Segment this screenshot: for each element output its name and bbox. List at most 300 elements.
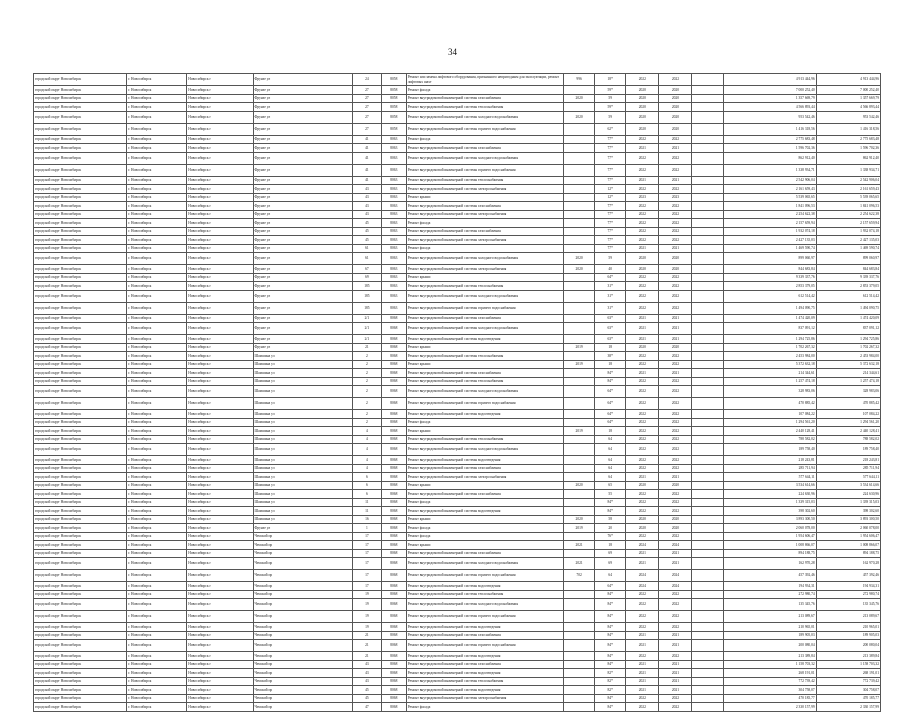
- table-cell-start-year: 2021: [626, 144, 659, 153]
- table-cell-plan-year: [692, 185, 723, 194]
- table-cell-cost-total: 1 294 561,20: [816, 418, 880, 427]
- capital-repair-table: [33, 73, 881, 712]
- table-cell-plan-year: [692, 611, 723, 623]
- table-cell-house: 69: [352, 273, 381, 282]
- table-cell-norm-year: [564, 273, 595, 282]
- table-cell-norm-year: 996: [564, 74, 595, 86]
- table-cell-street: Чемской пр: [253, 677, 352, 686]
- table-cell-work: Ремонт крыши: [406, 481, 563, 490]
- table-cell-street: Фрунзе ул: [253, 314, 352, 323]
- table-cell-cost-per-unit: 63*: [595, 314, 626, 323]
- table-cell-street: Фрунзе ул: [253, 335, 352, 344]
- table-cell-norm-year: [564, 135, 595, 144]
- table-cell-end-year: 2022: [659, 352, 692, 361]
- table-cell-house: 11: [352, 507, 381, 516]
- table-cell-district: городской округ Новосибирск: [34, 427, 127, 436]
- table-cell-district: городской округ Новосибирск: [34, 314, 127, 323]
- table-row: [34, 282, 881, 291]
- table-cell-cost: 1 841 096,53: [723, 202, 816, 211]
- table-cell-house: 27: [352, 103, 381, 112]
- table-cell-cost-total: 2 853 379,05: [816, 282, 880, 291]
- table-cell-house: 17: [352, 582, 381, 591]
- table-cell-cost-per-unit: 77*: [595, 236, 626, 245]
- table-cell-city: г. Новосибирск: [127, 640, 187, 652]
- table-cell-city: г. Новосибирск: [127, 343, 187, 352]
- table-row: [34, 652, 881, 661]
- table-cell-end-year: 2022: [659, 290, 692, 302]
- table-cell-object-id: 8063: [381, 219, 406, 228]
- table-cell-house: 41: [352, 176, 381, 185]
- table-cell-district: городской округ Новосибирск: [34, 352, 127, 361]
- table-cell-district: городской округ Новосибирск: [34, 398, 127, 410]
- table-cell-plan-year: [692, 582, 723, 591]
- table-cell-locality: Новосибирск г: [187, 410, 253, 419]
- table-cell-norm-year: [564, 599, 595, 611]
- table-cell-district: городской округ Новосибирск: [34, 660, 127, 669]
- table-cell-cost-per-unit: 82*: [595, 677, 626, 686]
- table-cell-object-id: 8063: [381, 253, 406, 265]
- table-cell-end-year: 2022: [659, 273, 692, 282]
- table-row: [34, 490, 881, 499]
- table-cell-house: 43: [352, 669, 381, 678]
- table-cell-cost-per-unit: 82*: [595, 669, 626, 678]
- table-cell-start-year: 2022: [626, 386, 659, 398]
- table-cell-start-year: 2022: [626, 202, 659, 211]
- table-cell-plan-year: [692, 152, 723, 164]
- table-cell-house: 17: [352, 549, 381, 558]
- table-cell-object-id: 8068: [381, 611, 406, 623]
- table-cell-start-year: 2020: [626, 86, 659, 95]
- table-cell-end-year: 2024: [659, 541, 692, 550]
- table-cell-cost-per-unit: 64: [595, 435, 626, 444]
- table-cell-start-year: 2021: [626, 549, 659, 558]
- table-cell-plan-year: [692, 549, 723, 558]
- table-cell-locality: Новосибирск г: [187, 515, 253, 524]
- table-cell-cost-total: 2 542 906,04: [816, 176, 880, 185]
- table-row: [34, 541, 881, 550]
- table-cell-norm-year: 2020: [564, 265, 595, 274]
- table-cell-object-id: 8068: [381, 386, 406, 398]
- table-cell-work: Ремонт фасада: [406, 418, 563, 427]
- table-cell-house: 21: [352, 343, 381, 352]
- table-cell-work: Ремонт внутридомовой инженерной системы горячего водоснабжения: [406, 164, 563, 176]
- table-cell-work: Ремонт или замена лифтового оборудования, признанного непригодным для эксплуатации, ремонт лифтовых шахт: [406, 74, 563, 86]
- table-cell-city: г. Новосибирск: [127, 164, 187, 176]
- table-cell-cost-total: 5 539 065,65: [816, 193, 880, 202]
- table-cell-plan-year: [692, 532, 723, 541]
- table-cell-house: 45: [352, 694, 381, 703]
- table-cell-cost-total: 285 711,94: [816, 464, 880, 473]
- table-cell-locality: Новосибирск г: [187, 94, 253, 103]
- table-cell-city: г. Новосибирск: [127, 265, 187, 274]
- table-cell-house: 19: [352, 623, 381, 632]
- table-cell-cost-total: 1 339 315,03: [816, 498, 880, 507]
- table-cell-street: Чемской пр: [253, 532, 352, 541]
- table-cell-locality: Новосибирск г: [187, 302, 253, 314]
- table-cell-work: Ремонт фасада: [406, 135, 563, 144]
- table-cell-cost: 1 416 318,56: [723, 123, 816, 135]
- table-cell-district: городской округ Новосибирск: [34, 193, 127, 202]
- table-cell-end-year: 2021: [659, 631, 692, 640]
- table-cell-end-year: 2022: [659, 386, 692, 398]
- table-cell-work: Ремонт внутридомовой инженерной системы электроснабжения: [406, 473, 563, 482]
- table-cell-cost-per-unit: 18: [595, 360, 626, 369]
- table-cell-work: Ремонт внутридомовой инженерной системы горячего водоснабжения: [406, 123, 563, 135]
- table-cell-city: г. Новосибирск: [127, 652, 187, 661]
- table-cell-cost: 162 970,28: [723, 558, 816, 570]
- table-cell-end-year: 2022: [659, 410, 692, 419]
- table-cell-norm-year: [564, 369, 595, 378]
- table-cell-house: 4: [352, 444, 381, 456]
- table-cell-street: Шамшина ул: [253, 427, 352, 436]
- table-cell-street: Фрунзе ул: [253, 210, 352, 219]
- table-cell-object-id: 8068: [381, 558, 406, 570]
- table-cell-cost-total: 577 644,11: [816, 473, 880, 482]
- table-cell-street: Фрунзе ул: [253, 219, 352, 228]
- table-cell-cost-per-unit: 84*: [595, 631, 626, 640]
- table-cell-plan-year: [692, 176, 723, 185]
- table-cell-cost-per-unit: 64: [595, 473, 626, 482]
- table-cell-house: 2: [352, 352, 381, 361]
- table-cell-start-year: 2024: [626, 570, 659, 582]
- table-cell-end-year: 2022: [659, 202, 692, 211]
- table-cell-house: 41: [352, 152, 381, 164]
- table-cell-district: городской округ Новосибирск: [34, 686, 127, 695]
- table-cell-district: городской округ Новосибирск: [34, 473, 127, 482]
- table-cell-locality: Новосибирск г: [187, 398, 253, 410]
- table-cell-locality: Новосибирск г: [187, 236, 253, 245]
- table-cell-start-year: 2022: [626, 444, 659, 456]
- table-cell-end-year: 2020: [659, 86, 692, 95]
- table-cell-locality: Новосибирск г: [187, 244, 253, 253]
- table-row: [34, 386, 881, 398]
- table-cell-object-id: 8068: [381, 427, 406, 436]
- page-number: 34: [448, 47, 457, 57]
- table-cell-district: городской округ Новосибирск: [34, 481, 127, 490]
- table-cell-locality: Новосибирск г: [187, 686, 253, 695]
- table-cell-house: 6: [352, 490, 381, 499]
- table-cell-locality: Новосибирск г: [187, 74, 253, 86]
- table-cell-object-id: 8063: [381, 164, 406, 176]
- table-cell-work: Ремонт внутридомовой инженерной системы газоснабжения: [406, 94, 563, 103]
- table-cell-cost-total: 107 084,22: [816, 410, 880, 419]
- table-row: [34, 176, 881, 185]
- table-cell-plan-year: [692, 524, 723, 533]
- table-cell-work: Ремонт внутридомовой инженерной системы электроснабжения: [406, 185, 563, 194]
- table-cell-object-id: 8068: [381, 669, 406, 678]
- table-cell-city: г. Новосибирск: [127, 103, 187, 112]
- table-row: [34, 103, 881, 112]
- table-cell-cost: 1 932 074,18: [723, 227, 816, 236]
- table-cell-house: 21: [352, 631, 381, 640]
- table-cell-start-year: 2021: [626, 677, 659, 686]
- table-cell-district: городской округ Новосибирск: [34, 599, 127, 611]
- table-cell-end-year: 2021: [659, 244, 692, 253]
- table-cell-street: Фрунзе ул: [253, 123, 352, 135]
- table-cell-city: г. Новосибирск: [127, 176, 187, 185]
- table-cell-object-id: 8068: [381, 660, 406, 669]
- table-cell-object-id: 8068: [381, 640, 406, 652]
- table-cell-end-year: 2022: [659, 164, 692, 176]
- table-cell-street: Фрунзе ул: [253, 244, 352, 253]
- table-cell-plan-year: [692, 507, 723, 516]
- table-cell-locality: Новосибирск г: [187, 123, 253, 135]
- table-cell-object-id: 8068: [381, 410, 406, 419]
- table-cell-cost-per-unit: 84*: [595, 652, 626, 661]
- table-cell-city: г. Новосибирск: [127, 677, 187, 686]
- table-cell-cost: 1 357 669,79: [723, 94, 816, 103]
- table-cell-work: Ремонт внутридомовой инженерной системы газоснабжения: [406, 631, 563, 640]
- table-cell-street: Фрунзе ул: [253, 94, 352, 103]
- table-cell-work: Ремонт внутридомовой инженерной системы холодного водоснабжения: [406, 111, 563, 123]
- table-cell-norm-year: [564, 410, 595, 419]
- table-cell-object-id: 8068: [381, 435, 406, 444]
- table-cell-district: городской округ Новосибирск: [34, 377, 127, 386]
- table-cell-plan-year: [692, 111, 723, 123]
- table-cell-house: 2: [352, 360, 381, 369]
- table-cell-cost: 194 934,31: [723, 582, 816, 591]
- table-cell-street: Шамшина ул: [253, 386, 352, 398]
- table-cell-house: 6: [352, 473, 381, 482]
- table-cell-cost: 1 494 090,75: [723, 302, 816, 314]
- table-cell-work: Ремонт внутридомовой инженерной системы теплоснабжения: [406, 435, 563, 444]
- table-cell-locality: Новосибирск г: [187, 590, 253, 599]
- table-cell-norm-year: 2020: [564, 111, 595, 123]
- table-cell-street: Чемской пр: [253, 570, 352, 582]
- table-cell-norm-year: [564, 236, 595, 245]
- table-cell-district: городской округ Новосибирск: [34, 669, 127, 678]
- table-cell-work: Ремонт внутридомовой инженерной системы газоснабжения: [406, 490, 563, 499]
- table-cell-cost-per-unit: 84*: [595, 507, 626, 516]
- table-cell-district: городской округ Новосибирск: [34, 369, 127, 378]
- table-cell-cost: 200 080,04: [723, 640, 816, 652]
- table-cell-locality: Новосибирск г: [187, 660, 253, 669]
- table-cell-street: Чемской пр: [253, 652, 352, 661]
- table-cell-house: 61: [352, 253, 381, 265]
- table-cell-house: 21: [352, 652, 381, 661]
- table-cell-object-id: 8063: [381, 176, 406, 185]
- table-cell-district: городской округ Новосибирск: [34, 323, 127, 335]
- table-cell-street: Фрунзе ул: [253, 302, 352, 314]
- table-cell-locality: Новосибирск г: [187, 652, 253, 661]
- table-cell-locality: Новосибирск г: [187, 418, 253, 427]
- table-cell-object-id: 8068: [381, 398, 406, 410]
- table-cell-end-year: 2021: [659, 144, 692, 153]
- table-cell-start-year: 2022: [626, 290, 659, 302]
- table-cell-end-year: 2022: [659, 418, 692, 427]
- table-cell-city: г. Новосибирск: [127, 323, 187, 335]
- table-cell-district: городской округ Новосибирск: [34, 541, 127, 550]
- table-cell-plan-year: [692, 570, 723, 582]
- table-cell-district: городской округ Новосибирск: [34, 227, 127, 236]
- table-cell-district: городской округ Новосибирск: [34, 335, 127, 344]
- table-cell-object-id: 8058: [381, 86, 406, 95]
- table-cell-end-year: 2021: [659, 640, 692, 652]
- table-cell-object-id: 8058: [381, 123, 406, 135]
- table-cell-locality: Новосибирск г: [187, 144, 253, 153]
- table-cell-locality: Новосибирск г: [187, 524, 253, 533]
- table-cell-object-id: 8068: [381, 515, 406, 524]
- table-cell-street: Фрунзе ул: [253, 343, 352, 352]
- table-cell-start-year: 2020: [626, 515, 659, 524]
- table-cell-city: г. Новосибирск: [127, 541, 187, 550]
- table-cell-plan-year: [692, 481, 723, 490]
- table-cell-work: Ремонт внутридомовой инженерной системы водоотведения: [406, 669, 563, 678]
- table-cell-cost-per-unit: 77*: [595, 219, 626, 228]
- table-cell-work: Ремонт фасада: [406, 524, 563, 533]
- table-cell-cost-per-unit: 31*: [595, 302, 626, 314]
- table-cell-locality: Новосибирск г: [187, 369, 253, 378]
- table-cell-end-year: 2022: [659, 435, 692, 444]
- table-cell-house: 27: [352, 86, 381, 95]
- table-cell-cost: 953 542,46: [723, 111, 816, 123]
- table-cell-street: Чемской пр: [253, 703, 352, 712]
- table-cell-cost: 5 539 065,65: [723, 193, 816, 202]
- table-cell-cost: 304 758,07: [723, 686, 816, 695]
- table-cell-district: городской округ Новосибирск: [34, 640, 127, 652]
- table-cell-street: Чемской пр: [253, 669, 352, 678]
- table-row: [34, 164, 881, 176]
- table-cell-cost: 285 711,94: [723, 464, 816, 473]
- table-cell-object-id: 8068: [381, 377, 406, 386]
- table-cell-district: городской округ Новосибирск: [34, 290, 127, 302]
- table-cell-plan-year: [692, 360, 723, 369]
- table-row: [34, 377, 881, 386]
- table-cell-cost-per-unit: 18*: [595, 74, 626, 86]
- table-cell-locality: Новосибирск г: [187, 164, 253, 176]
- table-cell-start-year: 2022: [626, 623, 659, 632]
- table-cell-house: 185: [352, 282, 381, 291]
- table-cell-start-year: 2022: [626, 694, 659, 703]
- table-cell-end-year: 2022: [659, 703, 692, 712]
- table-cell-norm-year: [564, 623, 595, 632]
- table-cell-cost-total: 272 980,74: [816, 590, 880, 599]
- table-cell-locality: Новосибирск г: [187, 694, 253, 703]
- table-cell-cost-per-unit: 63*: [595, 335, 626, 344]
- table-cell-district: городской округ Новосибирск: [34, 623, 127, 632]
- table-cell-start-year: 2022: [626, 590, 659, 599]
- table-cell-start-year: 2022: [626, 152, 659, 164]
- table-cell-cost-per-unit: 84*: [595, 611, 626, 623]
- table-cell-cost: 862 912,40: [723, 152, 816, 164]
- table-cell-cost-total: 1 932 074,18: [816, 227, 880, 236]
- table-cell-district: городской округ Новосибирск: [34, 515, 127, 524]
- table-cell-end-year: 2022: [659, 219, 692, 228]
- table-cell-work: Ремонт внутридомовой инженерной системы электроснабжения: [406, 210, 563, 219]
- table-cell-cost-total: 189 905,03: [816, 631, 880, 640]
- table-cell-work: Ремонт фасада: [406, 532, 563, 541]
- table-cell-house: 43: [352, 210, 381, 219]
- table-cell-plan-year: [692, 435, 723, 444]
- table-cell-object-id: 8068: [381, 418, 406, 427]
- table-cell-street: Чемской пр: [253, 599, 352, 611]
- table-cell-plan-year: [692, 244, 723, 253]
- table-row: [34, 111, 881, 123]
- table-cell-cost-per-unit: 77*: [595, 135, 626, 144]
- table-cell-district: городской округ Новосибирск: [34, 549, 127, 558]
- table-cell-cost-per-unit: 38*: [595, 352, 626, 361]
- table-cell-work: Ремонт внутридомовой инженерной системы газоснабжения: [406, 144, 563, 153]
- table-cell-cost-per-unit: 77*: [595, 176, 626, 185]
- table-cell-house: 2: [352, 398, 381, 410]
- table-cell-district: городской округ Новосибирск: [34, 418, 127, 427]
- table-cell-cost: 1 474 420,09: [723, 314, 816, 323]
- table-cell-district: городской округ Новосибирск: [34, 219, 127, 228]
- table-cell-object-id: 8063: [381, 236, 406, 245]
- table-cell-street: Фрунзе ул: [253, 103, 352, 112]
- table-cell-end-year: 2022: [659, 282, 692, 291]
- table-cell-norm-year: [564, 386, 595, 398]
- table-cell-city: г. Новосибирск: [127, 123, 187, 135]
- table-cell-norm-year: [564, 498, 595, 507]
- table-cell-norm-year: [564, 686, 595, 695]
- table-cell-cost: 2 440 128,41: [723, 427, 816, 436]
- table-cell-work: Ремонт внутридомовой инженерной системы горячего водоснабжения: [406, 570, 563, 582]
- table-cell-start-year: 2022: [626, 410, 659, 419]
- table-cell-city: г. Новосибирск: [127, 135, 187, 144]
- table-cell-end-year: 2022: [659, 444, 692, 456]
- table-cell-plan-year: [692, 273, 723, 282]
- table-cell-end-year: 2022: [659, 623, 692, 632]
- table-cell-cost-per-unit: 64*: [595, 418, 626, 427]
- table-cell-cost-total: 2 440 128,41: [816, 427, 880, 436]
- table-cell-street: Чемской пр: [253, 623, 352, 632]
- table-cell-start-year: 2020: [626, 481, 659, 490]
- table-cell-object-id: 8068: [381, 335, 406, 344]
- table-cell-norm-year: [564, 377, 595, 386]
- table-cell-cost: 2 542 906,04: [723, 176, 816, 185]
- table-cell-house: 185: [352, 302, 381, 314]
- table-cell-end-year: 2022: [659, 694, 692, 703]
- table-cell-norm-year: [564, 193, 595, 202]
- table-cell-house: 185: [352, 290, 381, 302]
- table-cell-locality: Новосибирск г: [187, 532, 253, 541]
- table-cell-cost-total: 1 702 267,32: [816, 343, 880, 352]
- table-cell-city: г. Новосибирск: [127, 703, 187, 712]
- table-cell-city: г. Новосибирск: [127, 558, 187, 570]
- table-row: [34, 398, 881, 410]
- table-cell-cost-total: 1 416 318,56: [816, 123, 880, 135]
- table-cell-cost: 4 913 444,96: [723, 74, 816, 86]
- table-cell-house: 16: [352, 515, 381, 524]
- table-cell-cost-per-unit: 64*: [595, 273, 626, 282]
- table-cell-object-id: 8068: [381, 314, 406, 323]
- table-cell-work: Ремонт внутридомовой инженерной системы теплоснабжения: [406, 677, 563, 686]
- table-cell-cost: 899 060,97: [723, 253, 816, 265]
- table-cell-plan-year: [692, 253, 723, 265]
- table-cell-district: городской округ Новосибирск: [34, 703, 127, 712]
- table-cell-cost: 1 338 934,71: [723, 164, 816, 176]
- table-row: [34, 456, 881, 465]
- table-cell-city: г. Новосибирск: [127, 498, 187, 507]
- table-cell-city: г. Новосибирск: [127, 660, 187, 669]
- table-cell-plan-year: [692, 265, 723, 274]
- table-cell-norm-year: [564, 352, 595, 361]
- table-cell-locality: Новосибирск г: [187, 176, 253, 185]
- table-cell-object-id: 8068: [381, 652, 406, 661]
- table-cell-norm-year: [564, 652, 595, 661]
- table-cell-norm-year: [564, 473, 595, 482]
- table-cell-norm-year: [564, 507, 595, 516]
- table-cell-work: Ремонт крыши: [406, 343, 563, 352]
- table-cell-house: 1: [352, 524, 381, 533]
- table-cell-locality: Новосибирск г: [187, 273, 253, 282]
- table-cell-start-year: 2021: [626, 473, 659, 482]
- table-cell-house: 2: [352, 369, 381, 378]
- table-cell-work: Ремонт внутридомовой инженерной системы водоотведения: [406, 623, 563, 632]
- table-cell-cost-per-unit: 64*: [595, 582, 626, 591]
- table-cell-end-year: 2022: [659, 507, 692, 516]
